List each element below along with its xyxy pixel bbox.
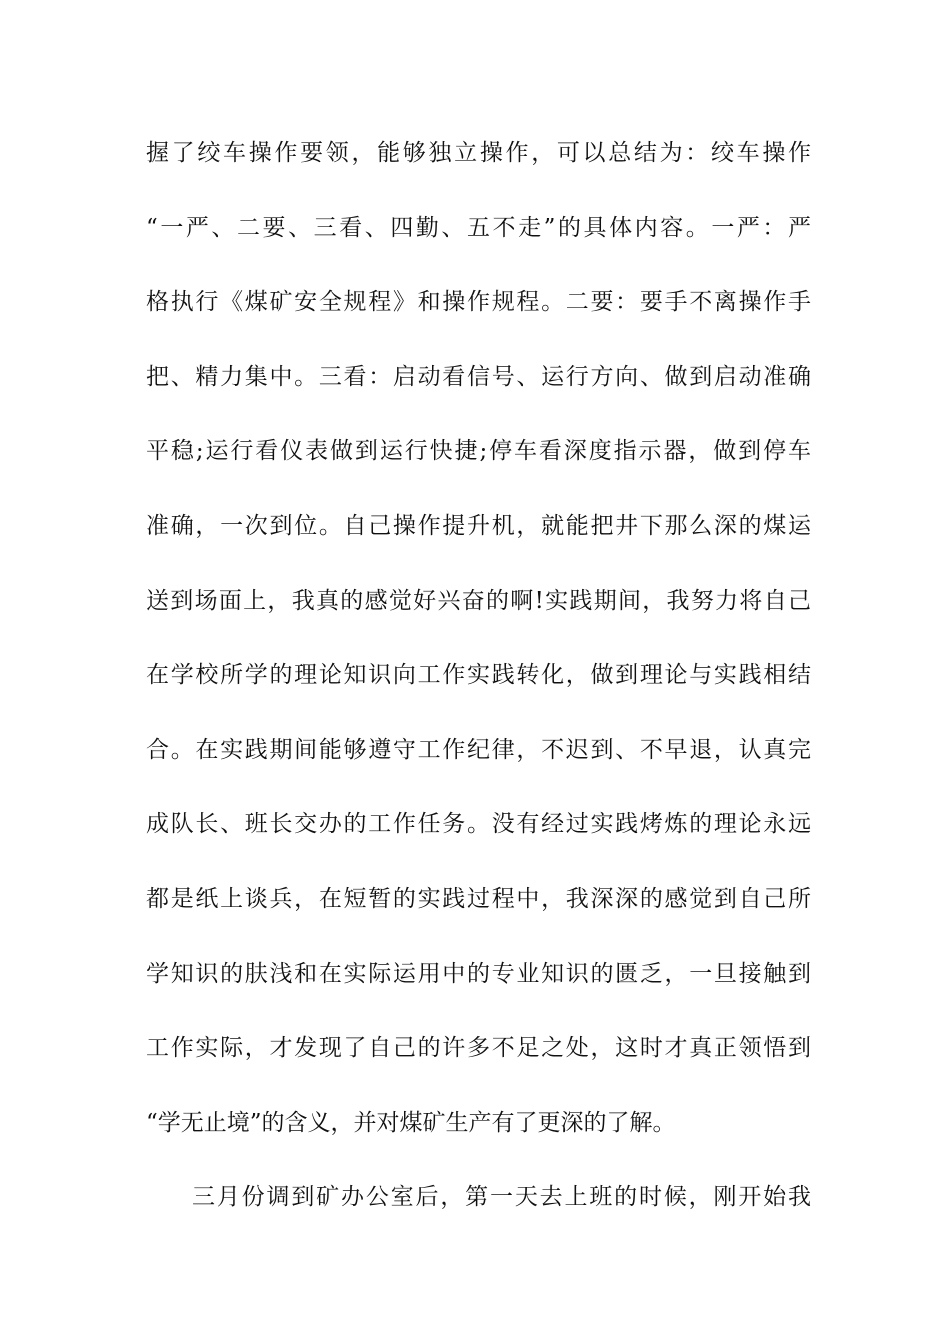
text-line: 学知识的肤浅和在实际运用中的专业知识的匮乏，一旦接触到: [146, 960, 811, 987]
text-line: 平稳;运行看仪表做到运行快捷;停车看深度指示器，做到停车: [146, 438, 811, 465]
text-line: 在学校所学的理论知识向工作实践转化，做到理论与实践相结: [146, 662, 811, 689]
text-line: 握了绞车操作要领，能够独立操作，可以总结为：绞车操作: [146, 140, 811, 166]
body-text: [146, 132, 811, 1251]
text-line: 都是纸上谈兵，在短暂的实践过程中，我深深的感觉到自己所: [146, 885, 811, 912]
text-line: 准确，一次到位。自己操作提升机，就能把井下那么深的煤运: [146, 512, 811, 539]
text-line: 格执行《煤矿安全规程》和操作规程。二要：要手不离操作手: [146, 289, 811, 316]
text-line: 工作实际，才发现了自己的许多不足之处，这时才真正领悟到: [146, 1035, 811, 1062]
paragraph: [146, 1176, 811, 1251]
text-line: 送到场面上，我真的感觉好兴奋的啊!实践期间，我努力将自己: [146, 587, 811, 614]
text-line: 合。在实践期间能够遵守工作纪律，不迟到、不早退，认真完: [146, 736, 811, 763]
text-line: “一严、二要、三看、四勤、五不走”的具体内容。一严：严: [146, 214, 811, 241]
text-line: “学无止境”的含义，并对煤矿生产有了更深的了解。: [146, 1109, 676, 1136]
text-line: 三月份调到矿办公室后，第一天去上班的时候，刚开始我: [192, 1184, 811, 1211]
paragraph: [146, 132, 811, 1176]
text-line: 把、精力集中。三看：启动看信号、运行方向、做到启动准确: [146, 363, 811, 390]
text-line: 成队长、班长交办的工作任务。没有经过实践烤炼的理论永远: [146, 811, 811, 838]
